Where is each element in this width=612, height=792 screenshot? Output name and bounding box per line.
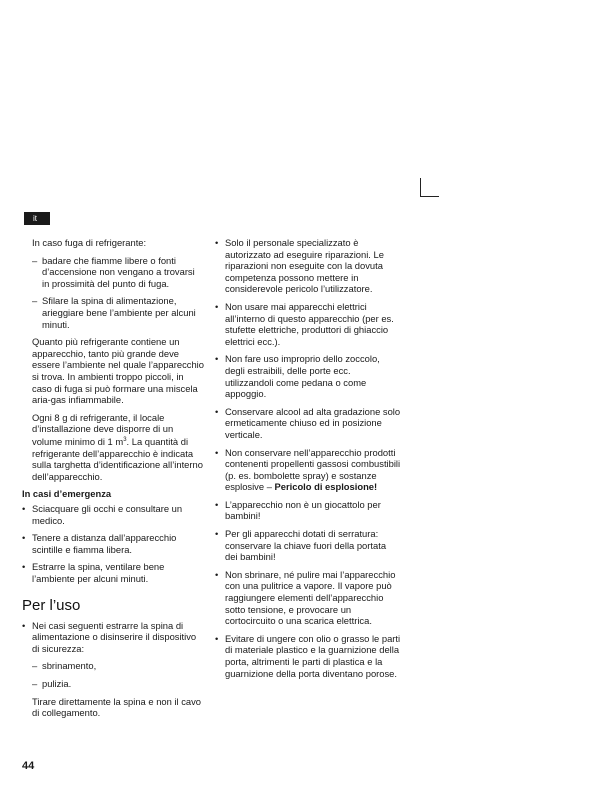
right-column [215, 237, 401, 685]
use-dash-cleaning: – pulizia. [32, 678, 204, 690]
page-number: 44 [22, 760, 35, 772]
emergency-item-1: • Sciacquare gli occhi e consultare un medico. [22, 503, 204, 526]
left-column [22, 237, 204, 725]
safety-bullet-6: • L’apparecchio non è un giocattolo per bambini! [215, 499, 401, 522]
section-title-use: Per l’uso [22, 596, 81, 614]
safety-bullet-7: • Per gli apparecchi dotati di serratura: conservare la chiave fuori della portata dei bambini! [215, 528, 401, 563]
safety-bullet-8: • Non sbrinare, né pulire mai l’apparecchio con una pulitrice a vapore. Il vapore può raggiungere elementi dell’apparecchio sotto tensione, e provocare un cortocircuito o una scarica elettrica. [215, 569, 401, 627]
safety-bullet-9: • Evitare di ungere con olio o grasso le parti di materiale plastico e la guarnizione della porta, altrimenti le parti di plastica e la guarnizione della porta diventano porose. [215, 633, 401, 679]
use-bullet: • Nei casi seguenti estrarre la spina di alimentazione o disinserire il dispositivo di sicurezza: [22, 620, 204, 655]
use-dash-defrost: – sbrinamento, [32, 660, 204, 672]
room-volume-paragraph: Ogni 8 g di refrigerante, il locale d’installazione deve disporre di un volume minimo di 1 $m^3$. La quantità di refrigerante dell’apparecchio è indicata sulla targhetta d’identificazione all’interno dell’apparecchio. [32, 411, 203, 482]
leak-step-2: – Sfilare la spina di alimentazione, arieggiare bene l’ambiente per alcuni minuti. [32, 295, 204, 330]
safety-bullet-1: • Solo il personale specializzato è autorizzato ad eseguire riparazioni. Le riparazioni non eseguite con la dovuta competenza possono mettere in considerevole pericolo l’utilizzatore. [215, 237, 401, 295]
emergency-heading: In casi d’emergenza [22, 488, 112, 500]
emergency-item-3: • Estrarre la spina, ventilare bene l’ambiente per alcuni minuti. [22, 561, 204, 584]
refrigerant-paragraph: Quanto più refrigerante contiene un apparecchio, tanto più grande deve essere l’ambiente nel quale l’apparecchio si trova. In ambienti troppo piccoli, in caso di fuga si può formare una miscela aria-gas infiammabile. [32, 336, 204, 406]
leak-intro: In caso fuga di refrigerante: [32, 237, 147, 248]
safety-bullet-3: • Non fare uso improprio dello zoccolo, degli estraibili, delle porte ecc. utilizzandoli come pedana o come appoggio. [215, 353, 401, 399]
safety-bullet-4: • Conservare alcool ad alta gradazione solo ermeticamente chiuso ed in posizione verticale. [215, 406, 401, 441]
emergency-item-2: • Tenere a distanza dall’apparecchio scintille e fiamma libera. [22, 532, 204, 555]
leak-step-1: – badare che fiamme libere o fonti d’accensione non vengano a trovarsi in prossimità del punto di fuga. [32, 255, 204, 290]
safety-bullet-explosion: • Non conservare nell’apparecchio prodotti contenenti propellenti gassosi combustibili (p. es. bombolette spray) e sostanze esplosive – Pericolo di esplosione! [215, 447, 401, 493]
language-tag: it [24, 212, 50, 225]
use-closing: Tirare direttamente la spina e non il cavo di collegamento. [32, 695, 202, 719]
crop-corner-mark [420, 178, 439, 197]
safety-bullet-2: • Non usare mai apparecchi elettrici all’interno di questo apparecchio (per es. stufette elettriche, produttori di ghiaccio elettrici ecc.). [215, 301, 401, 347]
